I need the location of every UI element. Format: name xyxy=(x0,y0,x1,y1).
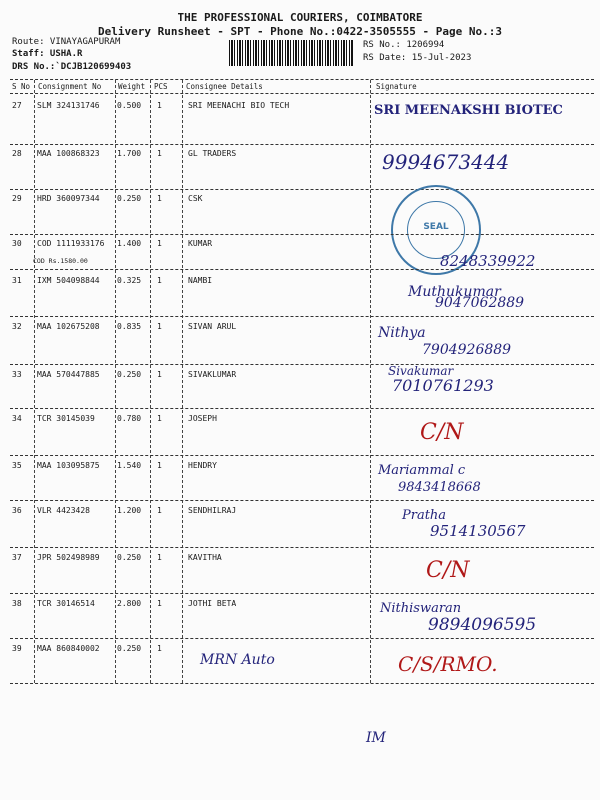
row-weight: 1.700 xyxy=(117,149,142,158)
row-pcs: 1 xyxy=(157,370,162,379)
row-sno: 39 xyxy=(12,644,22,653)
row-weight: 0.250 xyxy=(117,370,142,379)
row-sno: 30 xyxy=(12,239,22,248)
row-consignee-handwritten: MRN Auto xyxy=(200,652,275,668)
row-weight: 0.250 xyxy=(117,194,142,203)
row-consignee: SIVAN ARUL xyxy=(188,322,237,331)
row-sno: 33 xyxy=(12,370,22,379)
drs-label: DRS No.:`DCJB120699403 xyxy=(12,62,132,72)
row-divider xyxy=(10,547,594,548)
row-signature: Pratha xyxy=(402,508,447,523)
runsheet-subtitle: Delivery Runsheet - SPT - Phone No.:0422-3505555 - Page No.:3 xyxy=(98,25,502,38)
col-header-sno: S No xyxy=(12,82,31,91)
row-sno: 29 xyxy=(12,194,22,203)
row-pcs: 1 xyxy=(157,239,162,248)
row-divider xyxy=(10,500,594,501)
row-signature-phone: 7904926889 xyxy=(422,342,512,358)
row-sno: 31 xyxy=(12,276,22,285)
rs-number: RS No.: 1206994 xyxy=(363,40,445,50)
runsheet-title: THE PROFESSIONAL COURIERS, COIMBATORE xyxy=(177,11,423,24)
row-signature-phone: 9843418668 xyxy=(398,480,481,495)
row-divider xyxy=(10,638,594,639)
row-sno: 32 xyxy=(12,322,22,331)
row-consignee: SENDHILRAJ xyxy=(188,506,237,515)
col-header-consignee: Consignee Details xyxy=(186,82,263,91)
row-signature-phone: 9047062889 xyxy=(435,295,525,311)
row-sno: 28 xyxy=(12,149,22,158)
header-rule-bottom xyxy=(10,93,594,94)
row-consignee: SIVAKLUMAR xyxy=(188,370,237,379)
row-weight: 0.250 xyxy=(117,644,142,653)
row-pcs: 1 xyxy=(157,414,162,423)
row-divider xyxy=(10,269,594,270)
row-consignee: JOSEPH xyxy=(188,414,217,423)
row-consignee: CSK xyxy=(188,194,203,203)
row-consignee: KAVITHA xyxy=(188,553,222,562)
row-divider xyxy=(10,189,594,190)
cod-amount: COD Rs.1580.00 xyxy=(33,257,88,265)
row-weight: 1.400 xyxy=(117,239,142,248)
row-weight: 1.200 xyxy=(117,506,142,515)
row-consignment-no: JPR 502498989 xyxy=(37,553,100,562)
row-divider xyxy=(10,593,594,594)
row-consignee: HENDRY xyxy=(188,461,217,470)
row-pcs: 1 xyxy=(157,461,162,470)
row-sno: 34 xyxy=(12,414,22,423)
stamp-seal: SEAL xyxy=(407,201,465,259)
row-consignment-no: HRD 360097344 xyxy=(37,194,100,203)
route-label: Route: VINAYAGAPURAM xyxy=(12,37,121,47)
row-signature: 8248339922 xyxy=(440,252,536,270)
row-divider xyxy=(10,316,594,317)
row-signature: 9994673444 xyxy=(382,150,510,174)
row-signature: C/N xyxy=(426,558,470,583)
row-pcs: 1 xyxy=(157,644,162,653)
row-consignment-no: TCR 30146514 xyxy=(37,599,95,608)
row-divider xyxy=(10,364,594,365)
row-signature: Nithiswaran xyxy=(380,601,462,616)
row-weight: 0.835 xyxy=(117,322,142,331)
row-divider xyxy=(10,455,594,456)
col-header-signature: Signature xyxy=(376,82,417,91)
row-weight: 2.800 xyxy=(117,599,142,608)
row-pcs: 1 xyxy=(157,194,162,203)
row-consignment-no: MAA 860840002 xyxy=(37,644,100,653)
row-consignee: GL TRADERS xyxy=(188,149,237,158)
staff-label: Staff: USHA.R xyxy=(12,49,83,59)
row-consignee: KUMAR xyxy=(188,239,213,248)
row-sno: 37 xyxy=(12,553,22,562)
row-weight: 0.500 xyxy=(117,101,142,110)
row-pcs: 1 xyxy=(157,506,162,515)
row-signature: C/N xyxy=(420,420,464,445)
barcode xyxy=(229,40,353,66)
row-consignee: JOTHI BETA xyxy=(188,599,237,608)
row-signature: Muthukumar xyxy=(408,284,501,300)
row-pcs: 1 xyxy=(157,149,162,158)
rs-date: RS Date: 15-Jul-2023 xyxy=(363,53,472,63)
row-consignment-no: VLR 4423428 xyxy=(37,506,90,515)
row-weight: 0.250 xyxy=(117,553,142,562)
row-consignment-no: IXM 504098844 xyxy=(37,276,100,285)
row-signature-phone: 9894096595 xyxy=(428,615,537,635)
row-signature: Mariammal c xyxy=(378,463,466,478)
row-consignee: NAMBI xyxy=(188,276,213,285)
row-consignment-no: MAA 570447885 xyxy=(37,370,100,379)
row-consignment-no: COD 1111933176 xyxy=(37,239,105,248)
row-signature: Nithya xyxy=(378,325,426,341)
row-signature: Sivakumar xyxy=(388,364,454,378)
row-signature: SRI MEENAKSHI BIOTEC xyxy=(374,103,563,118)
row-pcs: 1 xyxy=(157,322,162,331)
col-header-weight: Weight xyxy=(118,82,146,91)
row-sno: 36 xyxy=(12,506,22,515)
col-header-consignment: Consignment No xyxy=(38,82,102,91)
row-consignment-no: TCR 30145039 xyxy=(37,414,95,423)
row-consignee: SRI MEENACHI BIO TECH xyxy=(188,101,290,110)
row-sno: 35 xyxy=(12,461,22,470)
bottom-handwritten-mark: IM xyxy=(366,730,386,746)
row-divider xyxy=(10,144,594,145)
row-weight: 0.780 xyxy=(117,414,142,423)
row-divider xyxy=(10,683,594,684)
col-header-pcs: PCS xyxy=(154,82,168,91)
row-signature: C/S/RMO. xyxy=(398,652,498,676)
row-signature-phone: 7010761293 xyxy=(392,376,494,395)
header-rule-top xyxy=(10,79,594,80)
row-weight: 0.325 xyxy=(117,276,142,285)
row-pcs: 1 xyxy=(157,101,162,110)
row-weight: 1.540 xyxy=(117,461,142,470)
row-divider xyxy=(10,408,594,409)
row-consignment-no: SLM 324131746 xyxy=(37,101,100,110)
row-divider xyxy=(10,234,594,235)
row-pcs: 1 xyxy=(157,553,162,562)
row-pcs: 1 xyxy=(157,276,162,285)
row-pcs: 1 xyxy=(157,599,162,608)
row-signature-phone: 9514130567 xyxy=(430,522,526,540)
row-sno: 38 xyxy=(12,599,22,608)
row-consignment-no: MAA 102675208 xyxy=(37,322,100,331)
row-sno: 27 xyxy=(12,101,22,110)
row-consignment-no: MAA 100868323 xyxy=(37,149,100,158)
row-consignment-no: MAA 103095875 xyxy=(37,461,100,470)
